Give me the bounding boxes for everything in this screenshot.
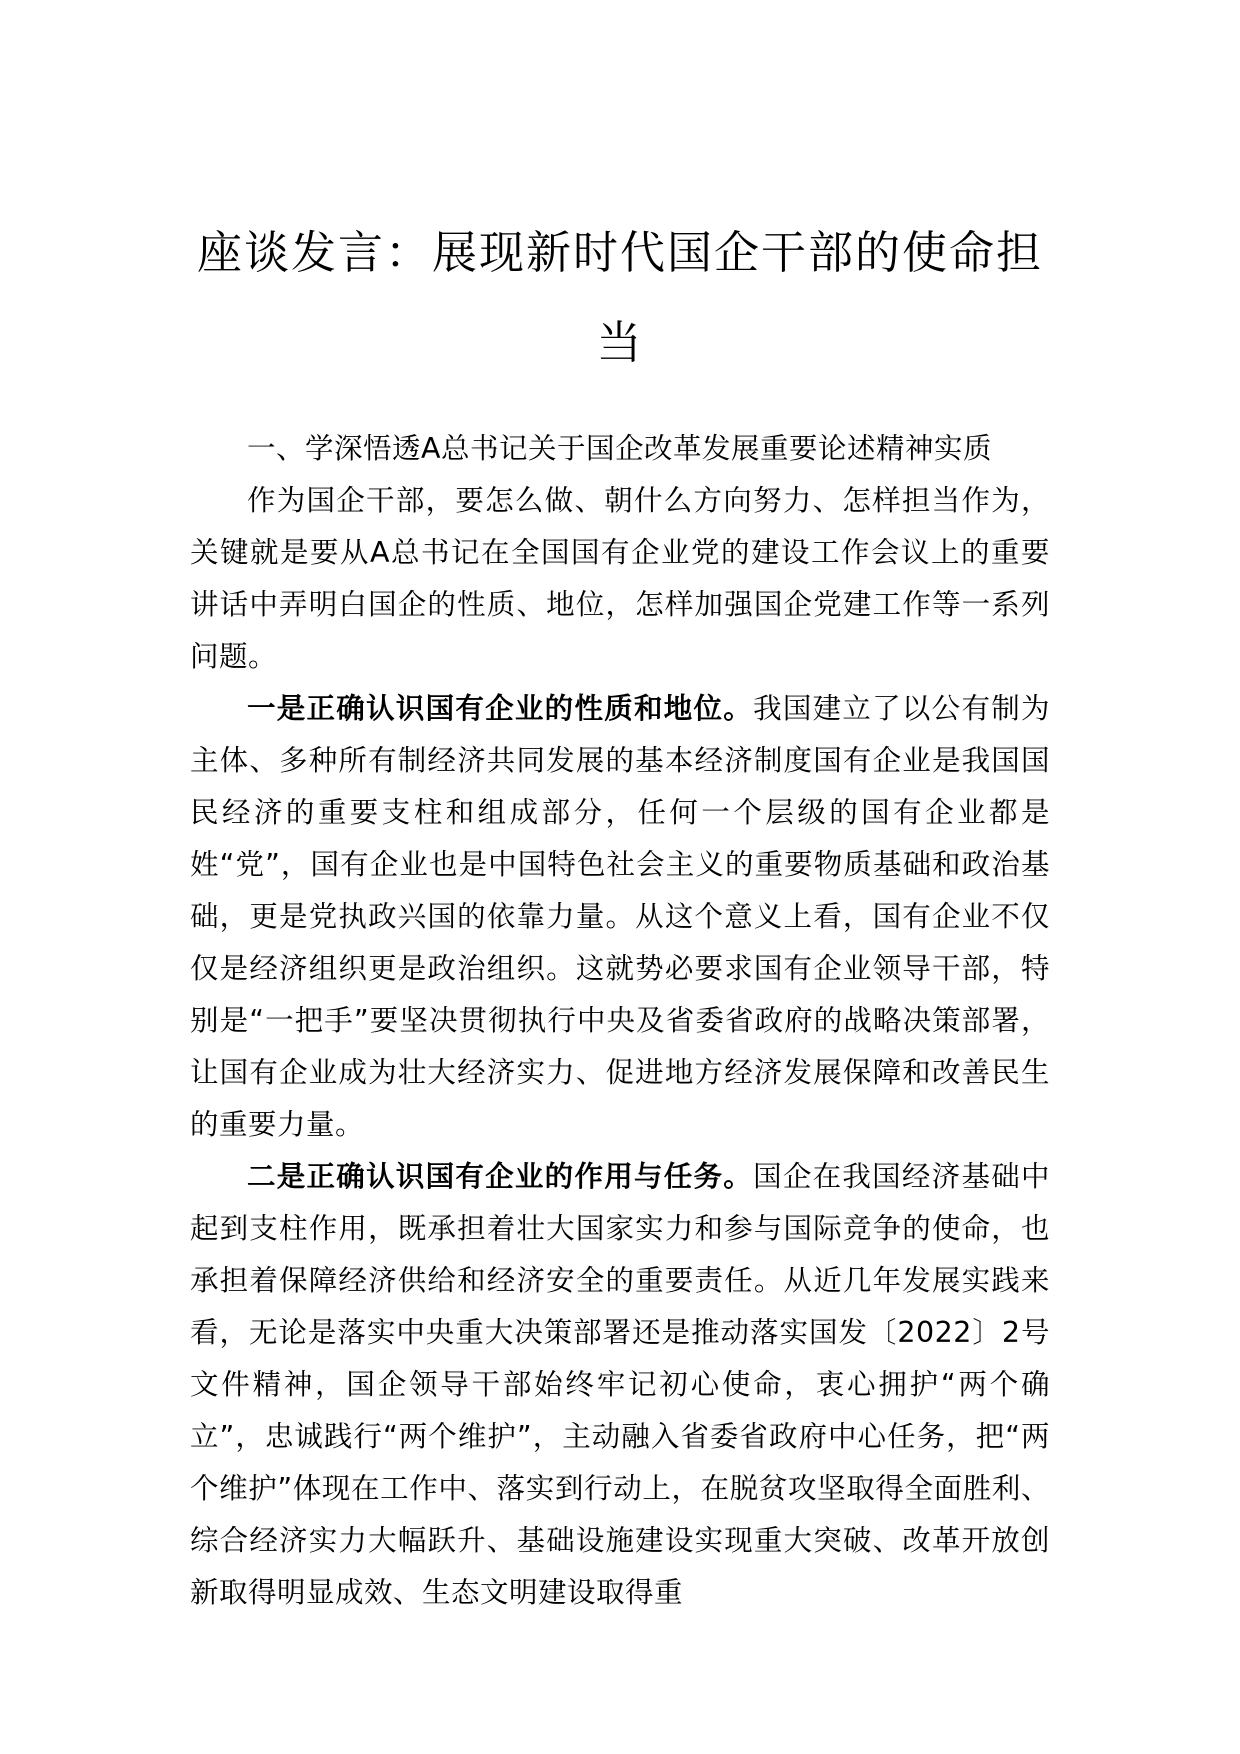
paragraph-text: 我国建立了以公有制为主体、多种所有制经济共同发展的基本经济制度国有企业是我国国民经济的重要支柱和组成部分，任何一个层级的国有企业都是姓“党”，国有企业也是中国特色社会主义的重要物质基础和政治基础，更是党执政兴国的依靠力量。从这个意义上看，国有企业不仅仅是经济组织更是政治组织。这就势必要求国有企业领导干部，特别是“一把手”要坚决贯彻执行中央及省委省政府的战略决策部署，让国有企业成为壮大经济实力、促进地方经济发展保障和改善民生的重要力量。 bbox=[190, 692, 1050, 1141]
paragraph-lead: 一是正确认识国有企业的性质和地位。 bbox=[247, 692, 754, 725]
paragraph-nature-status bbox=[190, 683, 1050, 1151]
paragraph-text: 作为国企干部，要怎么做、朝什么方向努力、怎样担当作为，关键就是要从A总书记在全国国有企业党的建设工作会议上的重要讲话中弄明白国企的性质、地位，怎样加强国企党建工作等一系列问题。 bbox=[190, 484, 1050, 673]
paragraph-text: 国企在我国经济基础中起到支柱作用，既承担着壮大国家实力和参与国际竞争的使命，也承担着保障经济供给和经济安全的重要责任。从近几年发展实践来看，无论是落实中央重大决策部署还是推动落实国发〔2022〕2号文件精神，国企领导干部始终牢记初心使命，衷心拥护“两个确立”，忠诚践行“两个维护”，主动融入省委省政府中心任务，把“两个维护”体现在工作中、落实到行动上，在脱贫攻坚取得全面胜利、综合经济实力大幅跃升、基础设施建设实现重大突破、改革开放创新取得明显成效、生态文明建设取得重 bbox=[190, 1160, 1050, 1609]
paragraph-intro bbox=[190, 475, 1050, 683]
paragraph-lead: 二是正确认识国有企业的作用与任务。 bbox=[247, 1160, 754, 1193]
document-body bbox=[190, 423, 1050, 1619]
document-title: 座谈发言：展现新时代国企干部的使命担当 bbox=[196, 226, 1043, 369]
paragraph-role-tasks bbox=[190, 1151, 1050, 1619]
section-heading: 一、学深悟透A总书记关于国企改革发展重要论述精神实质 bbox=[247, 432, 992, 465]
